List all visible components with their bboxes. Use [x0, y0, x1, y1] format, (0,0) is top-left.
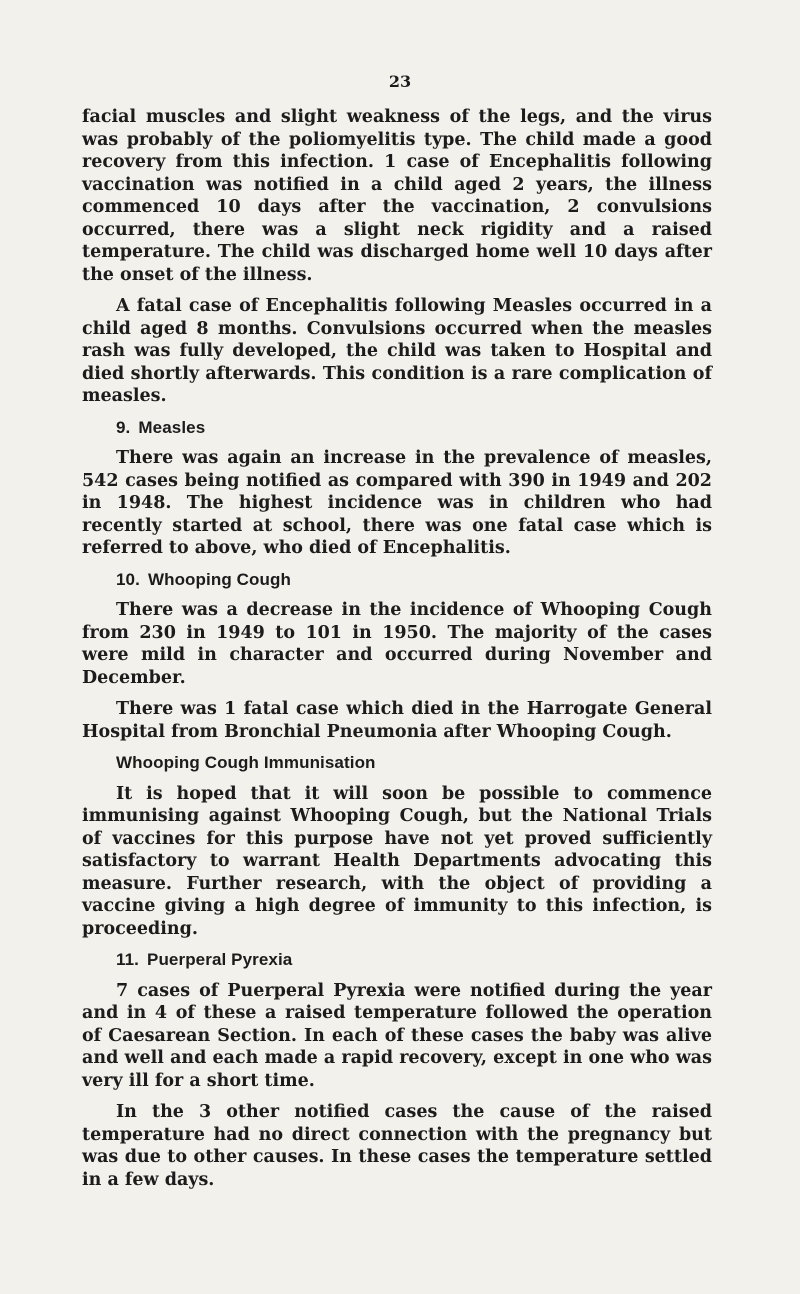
- section-title: Measles: [138, 417, 206, 437]
- whooping-paragraph-2: There was 1 fatal case which died in the Harrogate General Hospital from Bronchial Pneumonia after Whooping Cough.: [82, 699, 712, 742]
- section-title: Whooping Cough: [147, 569, 291, 589]
- section-heading-puerperal-pyrexia: [116, 949, 712, 972]
- puerperal-paragraph-1: 7 cases of Puerperal Pyrexia were notified during the year and in 4 of these a raised temperature followed the operation of Caesarean Section. In each of these cases the baby was alive and well and each made a rapid recovery, except in one who was very ill for a short time.: [82, 980, 712, 1091]
- immunisation-paragraph-1: It is hoped that it will soon be possible to commence immunising against Whooping Cough, but the National Trials of vaccines for this purpose have not yet proved sufficiently satisfactory to warrant Health Departments advocating this measure. Further research, with the object of providing a vaccine giving a high degree of immunity to this infection, is proceeding.: [82, 783, 712, 939]
- puerperal-paragraph-2: In the 3 other notified cases the cause of the raised temperature had no direct connection with the pregnancy but was due to other causes. In these cases the temperature settled in a few days.: [82, 1102, 712, 1190]
- intro-paragraph-1: facial muscles and slight weakness of the legs, and the virus was probably of the poliomyelitis type. The child made a good recovery from this infection. 1 case of Encephalitis following vaccination was notified in a child aged 2 years, the illness commenced 10 days after the vaccination, 2 convulsions occurred, there was a slight neck rigidity and a raised temperature. The child was discharged home well 10 days after the onset of the illness.: [82, 107, 712, 285]
- section-title: Puerperal Pyrexia: [147, 950, 293, 969]
- whooping-paragraph-1: There was a decrease in the incidence of Whooping Cough from 230 in 1949 to 101 in 1950. The majority of the cases were mild in character and occurred during November and December.: [82, 600, 712, 688]
- section-title: Whooping Cough Immunisation: [116, 753, 376, 772]
- subsection-heading-immunisation: [116, 752, 712, 775]
- section-number: 9.: [116, 417, 131, 437]
- section-number: 11.: [116, 950, 139, 969]
- body-text: [82, 106, 712, 1200]
- section-heading-whooping-cough: [116, 569, 712, 592]
- page-number: 23: [388, 72, 412, 91]
- intro-paragraph-2: A fatal case of Encephalitis following Measles occurred in a child aged 8 months. Convulsions occurred when the measles rash was fully developed, the child was taken to Hospital and died shortly afterwards. This condition is a rare complication of measles.: [82, 296, 712, 406]
- section-heading-measles: [116, 417, 712, 440]
- measles-paragraph-1: There was again an increase in the prevalence of measles, 542 cases being notified as compared with 390 in 1949 and 202 in 1948. The highest incidence was in children who had recently started at school, there was one fatal case which is referred to above, who died of Encephalitis.: [82, 448, 712, 558]
- section-number: 10.: [116, 569, 140, 589]
